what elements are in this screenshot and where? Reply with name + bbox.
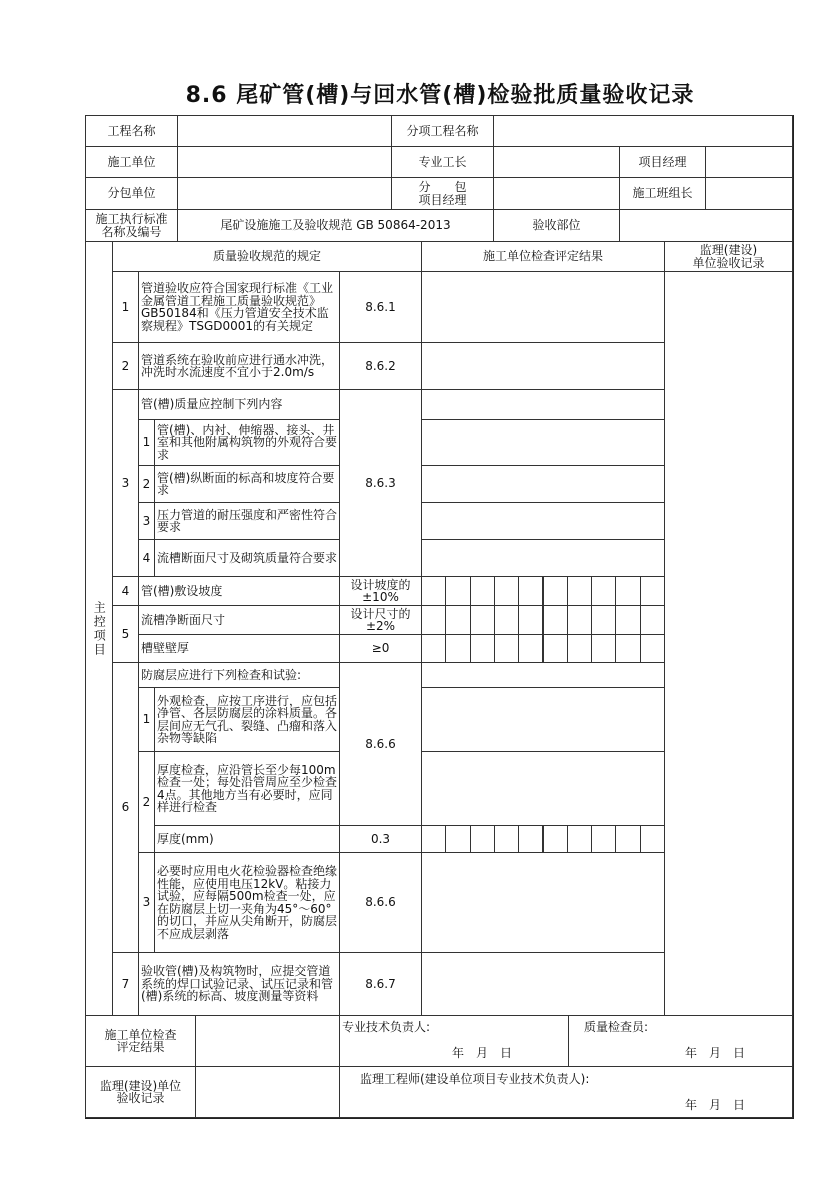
supervisor-header <box>664 241 793 272</box>
measurement-cell[interactable] <box>615 605 640 635</box>
measurement-cell[interactable] <box>518 634 543 663</box>
sub-item-no <box>138 539 155 577</box>
supervisor-label-text: 监理(建设)单位 验收记录 <box>99 1078 182 1105</box>
project-name-label-text: 工程名称 <box>107 123 156 138</box>
item-clause-text: 8.6.7 <box>365 976 396 991</box>
foreman-label-text: 专业工长 <box>418 154 467 169</box>
sub-item-text <box>154 852 340 953</box>
item-clause <box>339 342 422 390</box>
item-no <box>112 605 139 663</box>
item-clause-text: 8.6.2 <box>365 358 396 373</box>
standard-label <box>85 209 178 242</box>
inspection-part-label <box>493 209 620 242</box>
supervisor-field[interactable] <box>195 1066 340 1118</box>
sub-item-text <box>154 825 340 853</box>
item-clause-text: 设计尺寸的 ±2% <box>350 606 411 633</box>
measurement-cell[interactable] <box>494 634 519 663</box>
measurement-cell[interactable] <box>494 825 519 853</box>
contractor-result-label-text: 施工单位检查 评定结果 <box>104 1027 177 1054</box>
contractor-label-text: 施工单位 <box>107 154 156 169</box>
standard-value-text: 尾矿设施施工及验收规范 GB 50864-2013 <box>220 218 451 233</box>
standard-label-text: 施工执行标准 名称及编号 <box>95 212 168 239</box>
item-no-text: 2 <box>121 358 130 373</box>
supervisor-label <box>85 1066 196 1118</box>
item-text-text: 验收管(槽)及构筑物时，应提交管道系统的焊口试验记录、试压记录和管(槽)系统的标高、坡度测量等资料 <box>141 964 334 1004</box>
item-text-text: 流槽净断面尺寸 <box>141 612 226 627</box>
measurement-cell[interactable] <box>640 634 665 663</box>
item-text <box>138 271 340 343</box>
category-label-text: 主控项目 <box>92 600 107 657</box>
sub-item-text <box>154 751 340 826</box>
measurement-cell[interactable] <box>567 634 592 663</box>
sub-item-text-text: 管(槽)纵断面的标高和坡度符合要求 <box>157 470 335 497</box>
result-field[interactable] <box>421 389 665 420</box>
result-field[interactable] <box>421 271 665 343</box>
item-no <box>112 271 139 343</box>
item-text <box>138 576 340 606</box>
sub-pm-label <box>391 177 494 210</box>
project-manager-label <box>619 146 706 178</box>
subproject-label <box>391 115 494 147</box>
supervisor-engineer-signature[interactable] <box>339 1066 793 1118</box>
item-text-text: 管(槽)质量应控制下列内容 <box>141 397 283 412</box>
item-clause-text: 8.6.3 <box>365 475 396 490</box>
sub-item-no-text: 1 <box>142 435 151 450</box>
measurement-cell[interactable] <box>470 605 495 635</box>
result-header-text: 施工单位检查评定结果 <box>482 249 603 264</box>
item-no-text: 4 <box>121 583 130 598</box>
project-manager-field[interactable] <box>705 146 793 178</box>
sub-item-no-text: 2 <box>142 476 151 491</box>
measurement-cell[interactable] <box>445 634 470 663</box>
date-label: 年 月 日 <box>685 1046 746 1060</box>
item-no <box>112 662 139 953</box>
sub-item-no-text: 2 <box>142 794 151 809</box>
sub-item-text-text: 厚度(mm) <box>157 831 214 846</box>
sub-item-no <box>138 502 155 540</box>
item-no-text: 3 <box>121 475 130 490</box>
item-clause <box>339 634 422 663</box>
sub-item-no-text: 4 <box>142 550 151 565</box>
sub-item-no <box>138 419 155 466</box>
foreman-label <box>391 146 494 178</box>
item-clause-text: 设计坡度的 ±10% <box>350 577 411 604</box>
sub-item-no <box>138 852 155 953</box>
measurement-cell[interactable] <box>615 825 640 853</box>
measurement-cell[interactable] <box>445 825 470 853</box>
measurement-cell[interactable] <box>421 634 446 663</box>
date-label: 年 月 日 <box>685 1098 746 1112</box>
inspection-part-label-text: 验收部位 <box>532 218 581 233</box>
project-manager-label-text: 项目经理 <box>638 154 687 169</box>
result-field[interactable] <box>421 465 665 503</box>
item-text <box>138 634 340 663</box>
subcontractor-label <box>85 177 178 210</box>
project-name-field[interactable] <box>177 115 392 147</box>
team-leader-label <box>619 177 706 210</box>
measurement-cell[interactable] <box>640 576 665 606</box>
item-clause <box>339 271 422 343</box>
team-leader-label-text: 施工班组长 <box>632 186 693 201</box>
sub-item-text <box>154 539 340 577</box>
sub-pm-label-text: 分 包 项目经理 <box>418 180 467 207</box>
measurement-cell[interactable] <box>543 825 568 853</box>
measurement-cell[interactable] <box>591 576 616 606</box>
result-field[interactable] <box>421 952 665 1016</box>
measurement-cell[interactable] <box>543 605 568 635</box>
item-text-text: 管(槽)敷设坡度 <box>141 583 223 598</box>
measurement-cell[interactable] <box>494 605 519 635</box>
sub-item-no-text: 3 <box>142 513 151 528</box>
item-no <box>112 576 139 606</box>
measurement-cell[interactable] <box>421 576 446 606</box>
subproject-field[interactable] <box>493 115 793 147</box>
standard-value <box>177 209 494 242</box>
contractor-result-label <box>85 1015 196 1067</box>
item-text <box>138 342 340 390</box>
qc-signature[interactable] <box>568 1015 793 1067</box>
sub-item-text-text: 厚度检查，应沿管长至少每100m检查一处；每处沿管周应至少检查4点。其他地方当有必要时，应同样进行检查 <box>157 762 338 814</box>
item-no-text: 5 <box>121 626 130 641</box>
sub-item-no-text: 1 <box>142 712 151 727</box>
supervisor-header-text: 监理(建设) 单位验收记录 <box>692 243 765 270</box>
item-clause <box>339 852 422 953</box>
item-text <box>138 605 340 635</box>
measurement-cell[interactable] <box>470 576 495 606</box>
sub-item-text-text: 流槽断面尺寸及砌筑质量符合要求 <box>157 550 338 565</box>
measurement-cell[interactable] <box>567 825 592 853</box>
sub-item-no <box>138 465 155 503</box>
measurement-cell[interactable] <box>494 576 519 606</box>
measurement-cell[interactable] <box>421 825 446 853</box>
project-name-label <box>85 115 178 147</box>
measurement-cell[interactable] <box>615 576 640 606</box>
sub-item-text-text: 管(槽)、内衬、伸缩器、接头、井室和其他附属构筑物的外观符合要求 <box>157 422 338 462</box>
measurement-cell[interactable] <box>518 605 543 635</box>
supervisor-engineer-label: 监理工程师(建设单位项目专业技术负责人): <box>360 1072 590 1086</box>
sub-item-text <box>154 465 340 503</box>
item-text <box>138 389 340 420</box>
spec-header-text: 质量验收规范的规定 <box>212 249 321 264</box>
measurement-cell[interactable] <box>518 576 543 606</box>
result-field[interactable] <box>421 687 665 752</box>
result-header <box>421 241 665 272</box>
item-clause-text: 0.3 <box>370 831 391 846</box>
item-text-text: 管道验收应符合国家现行标准《工业金属管道工程施工质量验收规范》GB50184和《压力管道安全技术监察规程》TSGD0001的有关规定 <box>141 281 334 333</box>
measurement-cell[interactable] <box>543 634 568 663</box>
result-field[interactable] <box>421 539 665 577</box>
item-clause <box>339 952 422 1016</box>
sub-item-text <box>154 687 340 752</box>
subproject-label-text: 分项工程名称 <box>406 123 479 138</box>
sub-item-no <box>138 751 155 853</box>
item-no <box>112 342 139 390</box>
item-clause-text: 8.6.6 <box>365 736 396 751</box>
measurement-cell[interactable] <box>518 825 543 853</box>
measurement-cell[interactable] <box>615 634 640 663</box>
sub-item-text-text: 压力管道的耐压强度和严密性符合要求 <box>157 507 338 534</box>
item-clause <box>339 825 422 853</box>
contractor-field[interactable] <box>177 146 392 178</box>
item-clause-text: 8.6.6 <box>365 895 396 910</box>
measurement-cell[interactable] <box>470 634 495 663</box>
result-field[interactable] <box>421 342 665 390</box>
measurement-cell[interactable] <box>640 825 665 853</box>
measurement-cell[interactable] <box>591 825 616 853</box>
result-field[interactable] <box>421 662 665 688</box>
item-no-text: 1 <box>121 299 130 314</box>
result-field[interactable] <box>421 751 665 826</box>
measurement-cell[interactable] <box>567 576 592 606</box>
subcontractor-label-text: 分包单位 <box>107 186 156 201</box>
subcontractor-field[interactable] <box>177 177 392 210</box>
spec-header <box>112 241 422 272</box>
category-label <box>85 241 113 1016</box>
item-text-text: 管道系统在验收前应进行通水冲洗，冲洗时水流速度不宜小于2.0m/s <box>141 352 334 379</box>
measurement-cell[interactable] <box>470 825 495 853</box>
tech-lead-label: 专业技术负责人: <box>342 1020 431 1034</box>
sub-item-text <box>154 502 340 540</box>
measurement-cell[interactable] <box>640 605 665 635</box>
item-clause-text: 8.6.1 <box>365 299 396 314</box>
item-no-text: 7 <box>121 976 130 991</box>
supervisor-record-field[interactable] <box>664 271 793 1016</box>
inspection-part-field[interactable] <box>619 209 793 242</box>
item-clause <box>339 605 422 635</box>
sub-item-text-text: 必要时应用电火花检验器检查绝缘性能，应使用电压12kV。粘接力试验，应每隔500m检查一处，应在防腐层上切一夹角为45°～60°的切口，并应从尖角断开，防腐层不应成层剥落 <box>157 864 338 941</box>
measurement-cell[interactable] <box>445 576 470 606</box>
measurement-cell[interactable] <box>445 605 470 635</box>
item-text-text: 防腐层应进行下列检查和试验: <box>141 667 302 682</box>
result-field[interactable] <box>421 852 665 953</box>
sub-item-text-text: 外观检查，应按工序进行，应包括净管、各层防腐层的涂料质量。各层间应无气孔、裂缝、凸瘤和落入杂物等缺陷 <box>157 693 338 745</box>
sub-item-no-text: 3 <box>142 895 151 910</box>
tech-lead-signature[interactable] <box>339 1015 569 1067</box>
item-no <box>112 952 139 1016</box>
result-field[interactable] <box>421 419 665 466</box>
sub-item-text <box>154 419 340 466</box>
item-text-text: 槽壁壁厚 <box>141 641 190 656</box>
measurement-cell[interactable] <box>591 634 616 663</box>
sub-pm-field[interactable] <box>493 177 620 210</box>
contractor-result-field[interactable] <box>195 1015 340 1067</box>
item-clause <box>339 576 422 606</box>
item-clause <box>339 389 422 577</box>
sub-item-no <box>138 687 155 752</box>
team-leader-field[interactable] <box>705 177 793 210</box>
date-label: 年 月 日 <box>452 1046 513 1060</box>
item-no <box>112 389 139 577</box>
contractor-label <box>85 146 178 178</box>
item-clause-text: ≥0 <box>371 641 390 656</box>
measurement-cell[interactable] <box>591 605 616 635</box>
item-no-text: 6 <box>121 800 130 815</box>
item-clause <box>339 662 422 826</box>
measurement-cell[interactable] <box>567 605 592 635</box>
measurement-cell[interactable] <box>543 576 568 606</box>
measurement-cell[interactable] <box>421 605 446 635</box>
qc-label: 质量检查员: <box>584 1020 649 1034</box>
item-text <box>138 662 340 688</box>
foreman-field[interactable] <box>493 146 620 178</box>
result-field[interactable] <box>421 502 665 540</box>
item-text <box>138 952 340 1016</box>
page-title: 8.6 尾矿管(槽)与回水管(槽)检验批质量验收记录 <box>185 83 695 108</box>
